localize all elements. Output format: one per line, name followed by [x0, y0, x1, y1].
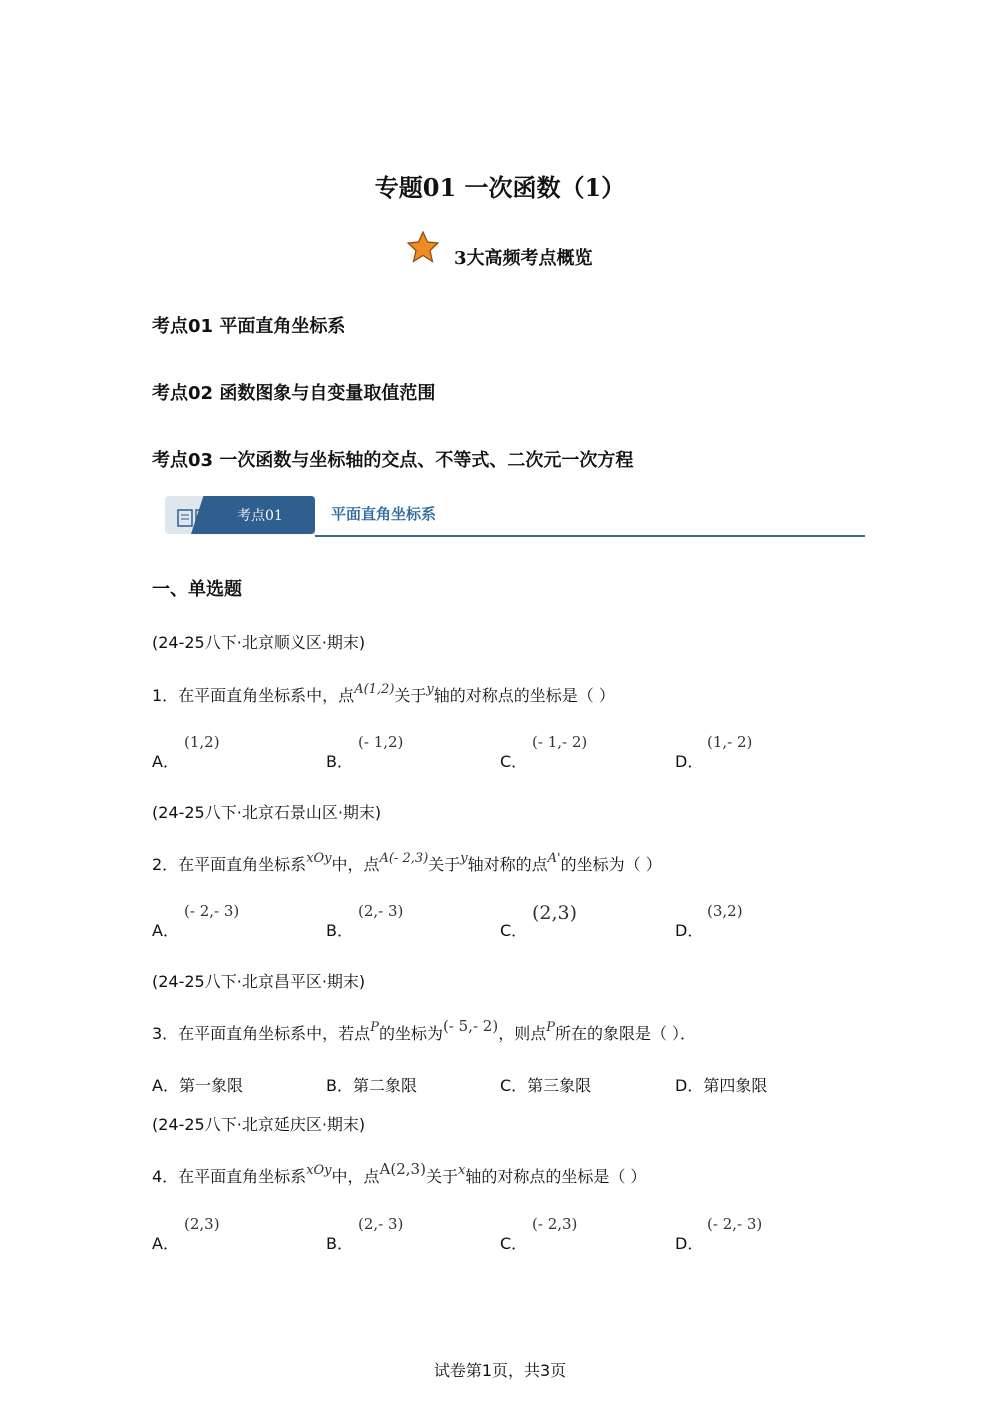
overview-text: 3大高频考点概览 [454, 248, 593, 269]
options-row: A． (2,3) B． (2,- 3) C． (- 2,3) D． (- 2,- 3) [152, 1215, 763, 1253]
kaodian-2: 考点02 函数图象与自变量取值范围 [152, 383, 436, 404]
section-heading: 一、单选题 [152, 579, 242, 600]
question-stem: 1．在平面直角坐标系中，点$^{A(1,2)}$关于$^y$轴的对称点的坐标是（ ） [152, 682, 615, 705]
kaodian-3: 考点03 一次函数与坐标轴的交点、不等式、二次元一次方程 [152, 450, 634, 471]
banner-underline [315, 535, 865, 537]
banner-title: 平面直角坐标系 [331, 505, 437, 523]
question-source: (24-25八下·北京石景山区·期末) [152, 803, 382, 822]
star-icon [406, 230, 440, 264]
question-stem: 3．在平面直角坐标系中，若点$^P$的坐标为(- 5,- 2)，则点$^P$所在的象限是（ ）． [152, 1017, 697, 1043]
section-banner [165, 496, 865, 538]
book-icon [177, 509, 211, 527]
banner-tab-label: 考点01 [237, 508, 283, 524]
kaodian-1: 考点01 平面直角坐标系 [152, 316, 346, 337]
options-row: A．第一象限 B．第二象限 C．第三象限 D．第四象限 [152, 1076, 768, 1095]
question-source: (24-25八下·北京昌平区·期末) [152, 972, 366, 991]
question-source: (24-25八下·北京延庆区·期末) [152, 1115, 366, 1134]
options-row: A． (1,2) B． (- 1,2) C． (- 1,- 2) D． (1,- 2) [152, 733, 753, 771]
page-footer: 试卷第1页，共3页 [433, 1361, 567, 1380]
page-title: 专题01 一次函数（1） [374, 173, 626, 202]
question-source: (24-25八下·北京顺义区·期末) [152, 633, 366, 652]
options-row: A． (- 2,- 3) B． (2,- 3) C． (2,3) D． (3,2) [152, 902, 743, 940]
question-stem: 2．在平面直角坐标系$^{xOy}$中，点$^{A(- 2,3)}$关于$^y$轴对称的点$^{A'}$的坐标为（ ） [152, 851, 662, 874]
question-stem: 4．在平面直角坐标系$^{xOy}$中，点A(2,3)关于$^x$轴的对称点的坐标是（ ） [152, 1160, 647, 1186]
overview-heading [0, 230, 1000, 270]
